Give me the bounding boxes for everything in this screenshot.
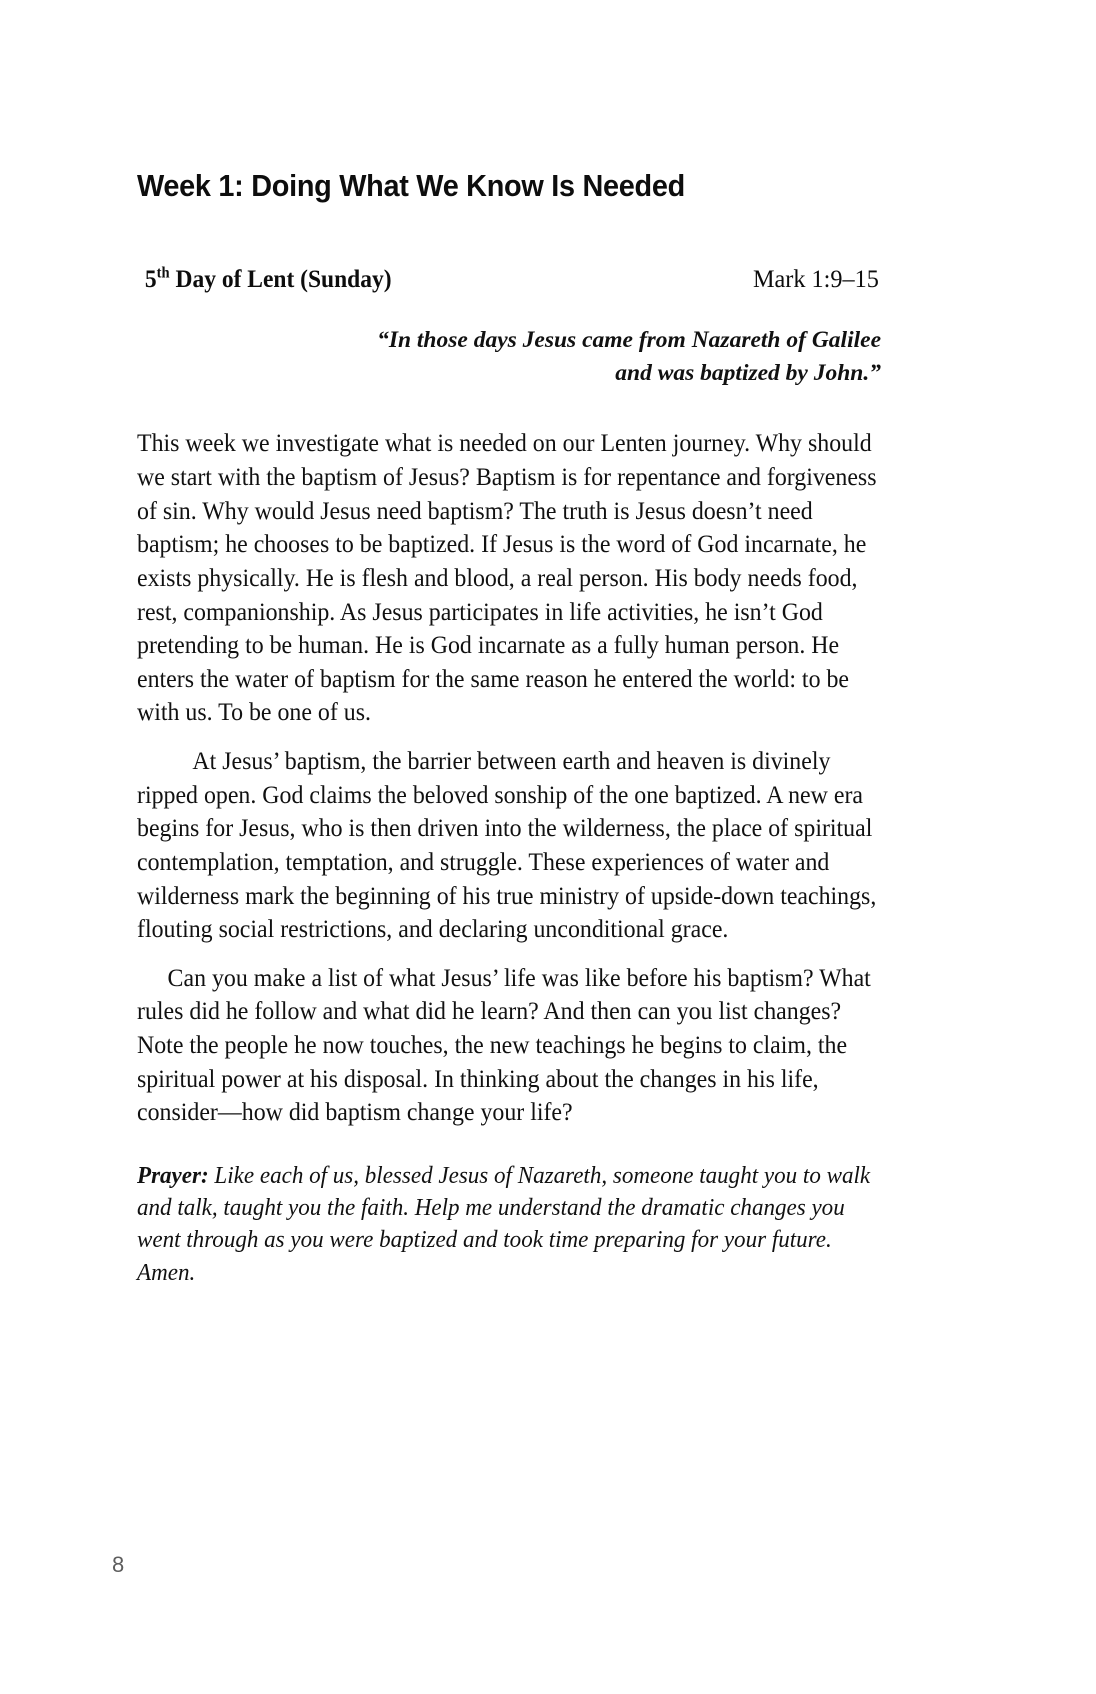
body-paragraph-1: This week we investigate what is needed on our Lenten journey. Why should we start with the baptism of Jesus? Baptism is for repentance and forgiveness of sin. Why would Jesus need baptism? The truth is Jesus doesn’t need baptism; he chooses to be baptized. If Jesus is the word of God incarnate, he exists physically. He is flesh and blood, a real person. His body needs food, rest, companionship. As Jesus participates in life activities, he isn’t God pretending to be human. He is God incarnate as a fully human person. He enters the water of baptism for the same reason he entered the world: to be with us. To be one of us. xyxy=(137,430,877,727)
body-text xyxy=(137,427,881,1130)
page-title: Week 1: Doing What We Know Is Needed xyxy=(137,168,685,203)
page-number: 8 xyxy=(112,1552,125,1577)
day-ordinal-suffix: th xyxy=(156,264,170,282)
scripture-reference: Mark 1:9–15 xyxy=(753,265,880,293)
day-and-reference-row xyxy=(137,266,881,294)
day-label-rest: Day of Lent (Sunday) xyxy=(169,265,392,293)
day-of-lent-label xyxy=(145,266,392,294)
prayer-text: Like each of us, blessed Jesus of Nazareth, someone taught you to walk and talk, taught you the faith. Help me understand the dramatic changes you went through as you were baptized and took time preparing for your future. Amen. xyxy=(137,1162,871,1286)
epigraph-line-2: and was baptized by John.” xyxy=(615,359,881,386)
day-number: 5 xyxy=(144,265,157,293)
body-paragraph-3: Can you make a list of what Jesus’ life was like before his baptism? What rules did he follow and what did he learn? And then can you list changes? Note the people he now touches, the new teachings he begins to claim, the spiritual power at his disposal. In thinking about the changes in his life, consider—how did baptism change your life? xyxy=(137,964,871,1127)
epigraph-quote xyxy=(297,324,881,390)
epigraph-line-1: “In those days Jesus came from Nazareth of Galilee xyxy=(377,326,881,353)
body-paragraph-2: At Jesus’ baptism, the barrier between earth and heaven is divinely ripped open. God claims the beloved sonship of the one baptized. A new era begins for Jesus, who is then driven into the wilderness, the place of spiritual contemplation, temptation, and struggle. These experiences of water and wilderness mark the beginning of his true ministry of upside-down teachings, flouting social restrictions, and declaring unconditional grace. xyxy=(137,748,877,944)
prayer-block xyxy=(137,1160,881,1289)
prayer-label: Prayer: xyxy=(137,1162,209,1189)
page-content xyxy=(137,168,881,1289)
